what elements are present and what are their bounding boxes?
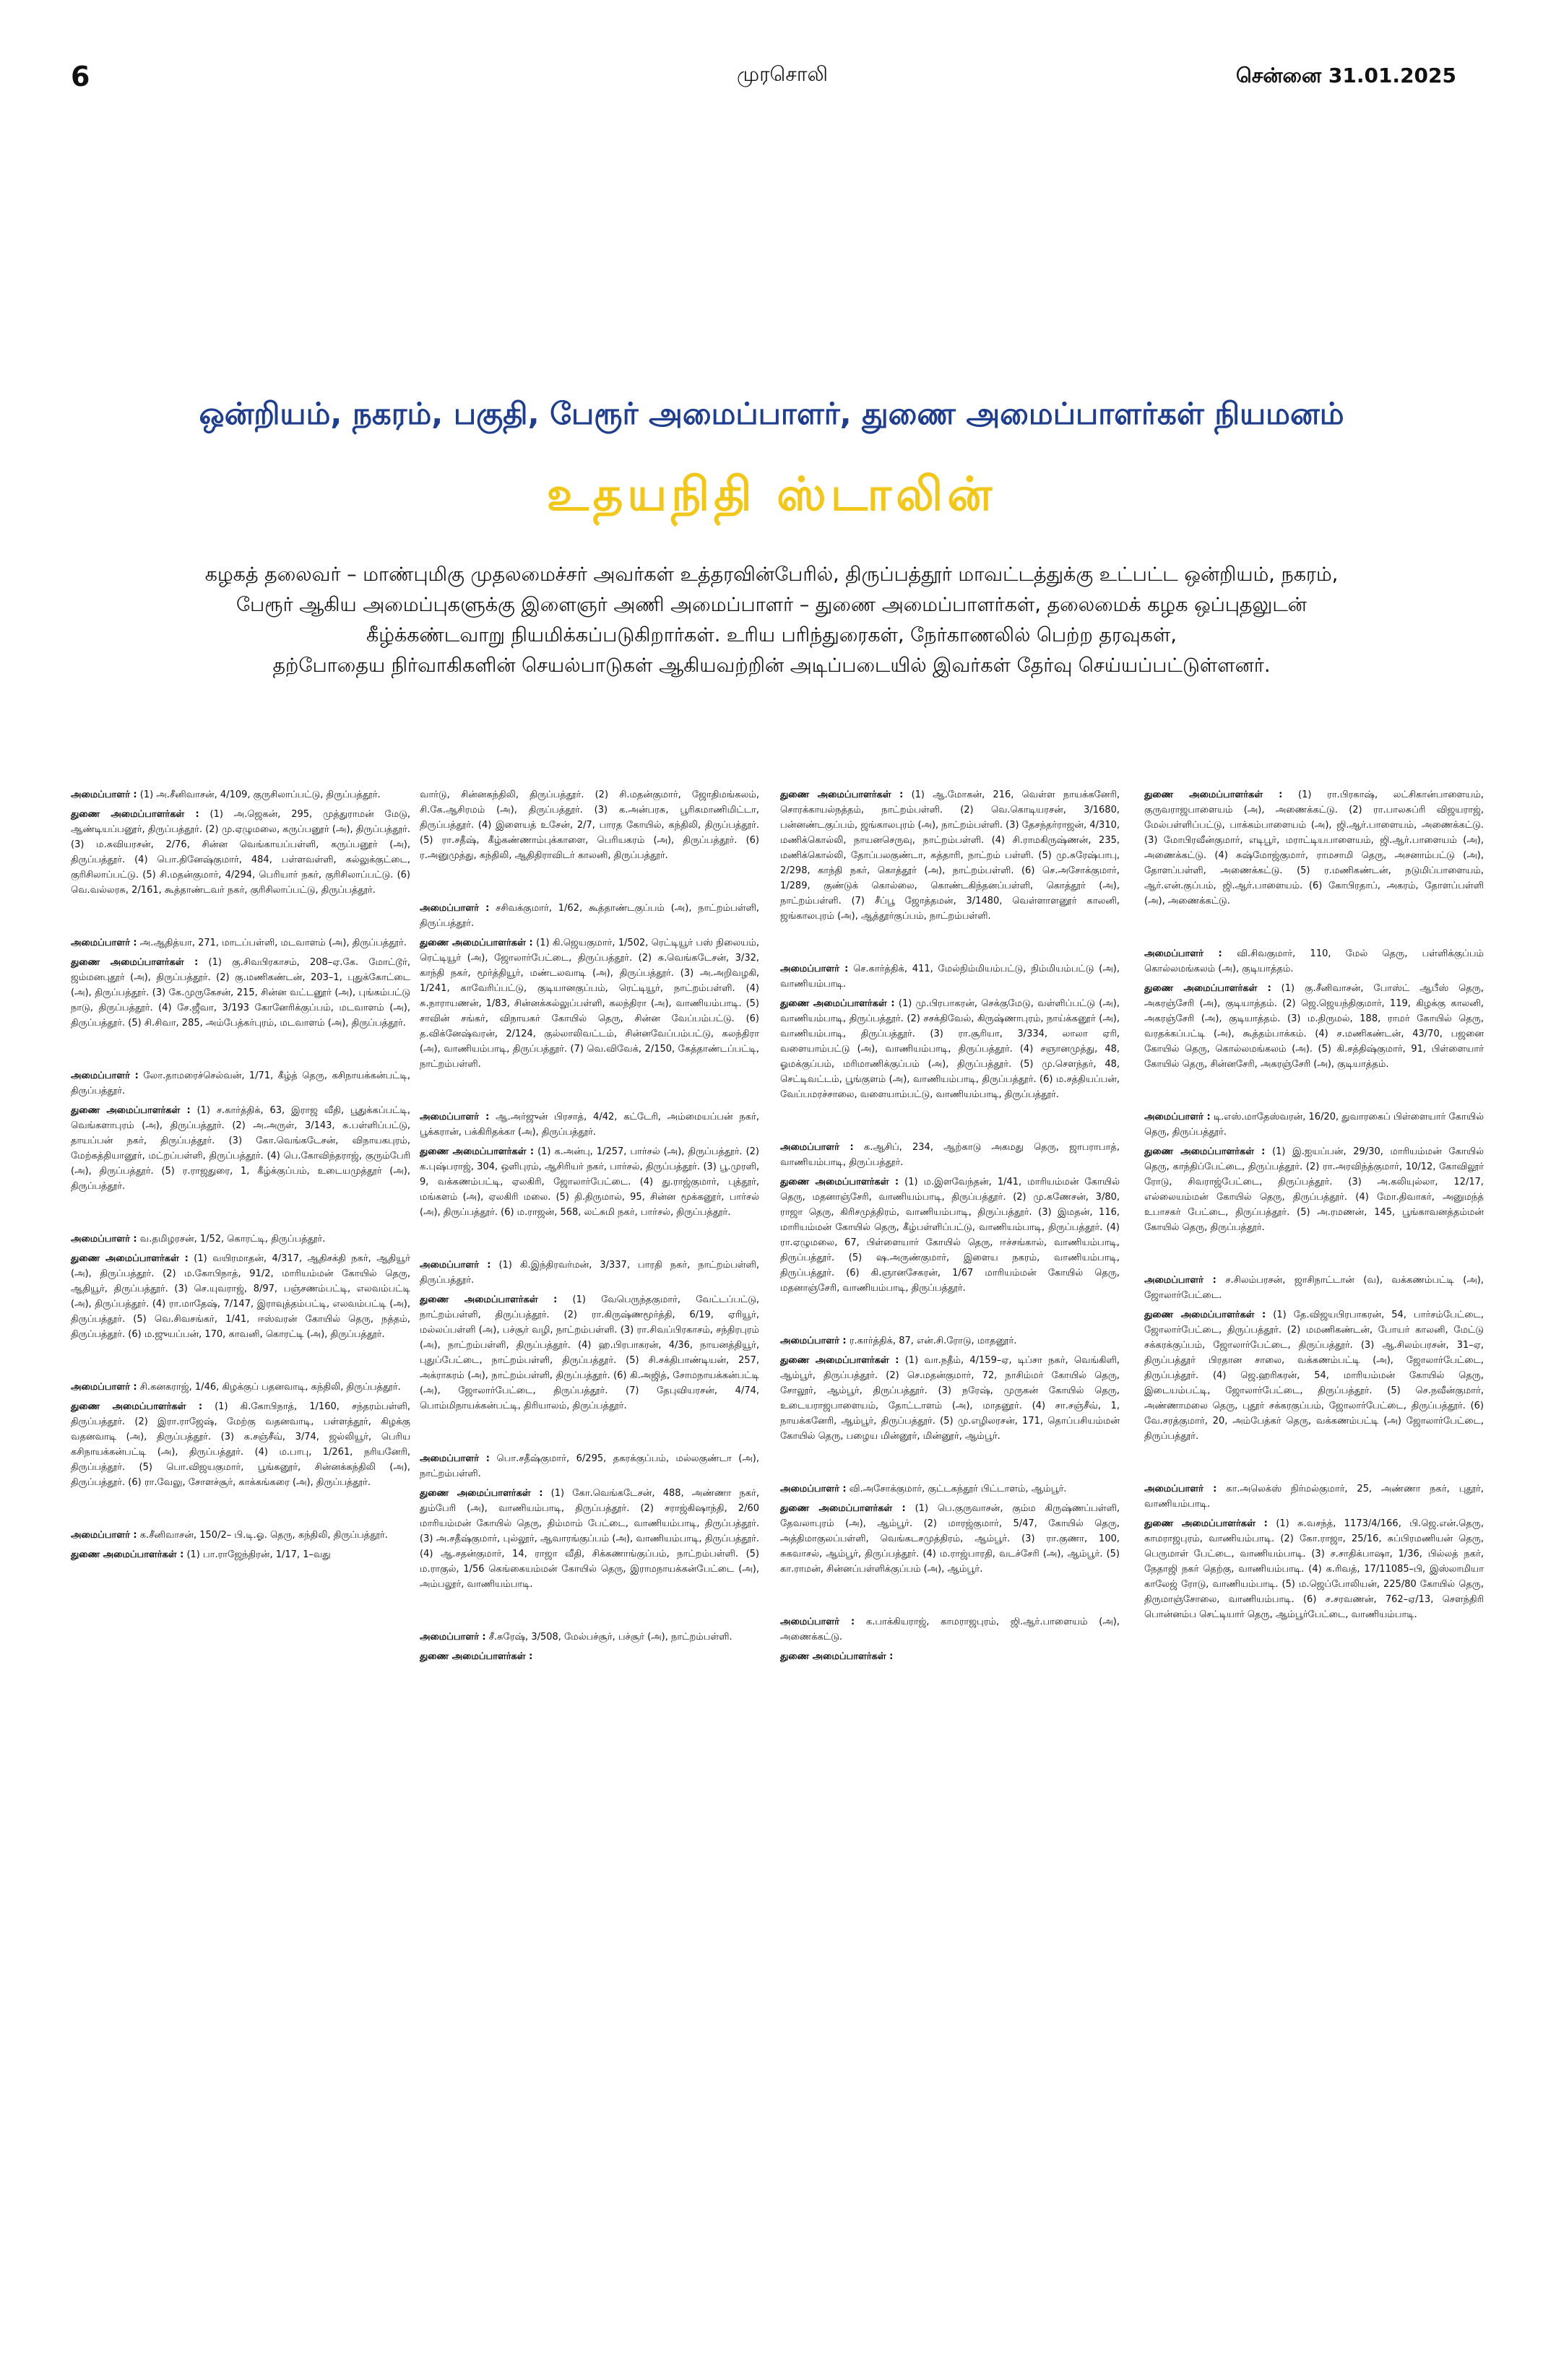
- masthead: [0, 61, 1543, 104]
- organizer-text: அ.ஆதித்யா, 271, மாடப்பள்ளி, மடவாளம் (அ), திருப்பத்தூர்.: [139, 938, 407, 948]
- deputies-label: துணை அமைப்பாளர்கள் :: [780, 998, 895, 1009]
- deputies-label: துணை அமைப்பாளர்கள் :: [420, 1146, 535, 1157]
- organizer-line: [71, 787, 410, 802]
- deputies-label: துணை அமைப்பாளர்கள் :: [420, 1294, 558, 1305]
- deputies-line: [420, 1292, 759, 1414]
- organizer-line: [1144, 1273, 1484, 1303]
- deputies-line: [420, 1144, 759, 1220]
- deputies-label: துணை அமைப்பாளர்கள் :: [420, 938, 533, 948]
- entry-continuation: [420, 787, 759, 863]
- appointment-entry: [420, 787, 759, 863]
- deputies-text: (1) மு.பிரபாகரன், செக்குமேடு, வள்ளிப்பட்டு (அ), வாணியம்பாடி, திருப்பத்தூர். (2) சசக்திவேல், கிருஷ்ணாபுரம், நாய்க்கனூர் (அ), வாணியம்பாடி, திருப்பத்தூர். (3) ரா.சூரியா, 3/334, லாலா ஏரி, வளையாம்பட்டு (அ), வாணியம்பாடி, திருப்பத்தூர். (4) சஞானமுத்து, 48, ஓமக்குப்பம், மரிமாணிக்குப்பம் (அ), திருப்பத்தூர். (5) மு.சௌந்தர், 48, செட்டிவட்டம், பூங்குளம் (அ), வாணியம்பாடி, திருப்பத்தூர். (6) ம.சத்தியப்பன், வேப்பமரச்சாலை, வளையாம்பட்டு, வாணியம்பாடி, திருப்பத்தூர்.: [780, 998, 1120, 1100]
- deputies-line: [420, 1486, 759, 1592]
- organizer-label: அமைப்பாளர் :: [420, 1453, 490, 1464]
- deputies-line: [420, 935, 759, 1072]
- deputies-line: [780, 1501, 1120, 1577]
- appointment-entry: [420, 1451, 759, 1592]
- deputies-line: [1144, 787, 1484, 909]
- deputies-label: துணை அமைப்பாளர்கள் :: [780, 1177, 899, 1187]
- organizer-text: சீ.சுரேஷ், 3/508, மேல்பச்சூர், பச்சூர் (அ), நாட்றம்பள்ளி.: [488, 1632, 732, 1643]
- organizer-label: அமைப்பாளர் :: [780, 1617, 855, 1627]
- deputies-line: [780, 787, 1120, 924]
- deputies-text: (1) பெ.குருவாசன், கும்ம கிருஷ்ணப்பள்ளி, தேவலாபுரம் (அ), ஆம்பூர். (2) மாரஜ்குமார், 5/47, கோயில் தெரு, அத்திமாகுலப்பள்ளி, வெங்கடசமுத்திரம், ஆம்பூர். (3) ரா.குணா, 100, சுகவாசல், ஆம்பூர், திருப்பத்தூர். (4) ம.ராஜ்பாரதி, வடச்சேரி (அ), ஆம்பூர். (5) கா.ராமன், சின்னப்பள்ளிக்குப்பம் (அ), ஆம்பூர்.: [780, 1503, 1120, 1575]
- deputies-label: துணை அமைப்பாளர்கள் :: [71, 1401, 203, 1412]
- appointment-entry: [780, 1614, 1120, 1664]
- deputies-line: [71, 1399, 410, 1490]
- subhead: உதயநிதி ஸ்டாலின்: [546, 468, 997, 522]
- deputies-label: துணை அமைப்பாளர்கள் :: [71, 957, 199, 968]
- organizer-line: [780, 1333, 1120, 1349]
- appointment-entry: [71, 1232, 410, 1342]
- organizer-label: அமைப்பாளர் :: [71, 1382, 137, 1393]
- deputies-text: (1) அ.ஜெகன், 295, முத்துராமன் மேடு, ஆண்டியப்பனூர், திருப்பத்தூர். (2) மு.ஏழுமலை, கருப்பனூர் (அ), திருப்பத்தூர். (3) ம.சுவியரசன், 2/76, சின்ன வெங்காயப்பள்ளி, கருப்பனூர் (அ), திருப்பத்தூர். (4) பொ.தினேஷ்குமார், 484, பள்ளவள்ளி, கல்லுக்குட்டை, குரிசிலாப்பட்டு. (5) சி.மதன்குமார், 4/294, பெரியார் நகர், குரிசிலாப்பட்டு. (6) வெ.வல்லரசு, 2/161, கூத்தாண்டவர் நகர், குரிசிலாப்பட்டு, திருப்பத்தூர்.: [71, 809, 410, 896]
- deputies-line: [71, 807, 410, 898]
- organizer-label: அமைப்பாளர் :: [420, 1632, 486, 1643]
- organizer-text: க.சீனிவாசன், 150/2– பி.டி.ஓ. தெரு, கந்திலி, திருப்பத்தூர்.: [139, 1530, 388, 1541]
- deputies-text: (1) ஆ.மோகன், 216, வெள்ள நாயக்கனேரி, சொரக்காயல்நத்தம், நாட்றம்பள்ளி. (2) வெ.கொடியரசன், 3/1680, பன்னண்டகுப்பம், ஜங்காலபுரம் (அ), நாட்றம்பள்ளி. (3) தேசந்தர்ராஜன், 4/310, மணிக்கொல்லி, நாயனசெருவு, நாட்றம்பள்ளி. (4) சி.ராமகிருஷ்ணன், 235, மணிக்கொல்லி, தோப்பலகுண்டா, கத்தாரி, நாட்றம் பள்ளி. (5) மு.சுரேஷ்பாபு, 2/298, காந்தி நகர், கொத்தூர் (அ), நாட்றம்பள்ளி. (6) செ.அசோக்குமார், 1/289, குண்டுக் கொல்லை, கொண்டகிந்தனப்பள்ளி, கொத்தூர் (அ), நாட்றம்பள்ளி. (7) சீப்பூ ஜோத்தமன், 3/1480, வெள்ளாளனூர் காலனி, ஜங்காலபுரம் (அ), ஆத்தூர்குப்பம், நாட்றம்பள்ளி.: [780, 789, 1120, 922]
- appointment-entry: [420, 1630, 759, 1664]
- intro-line: கீழ்க்கண்டவாறு நியமிக்கப்படுகிறார்கள். உரிய பரிந்துரைகள், நேர்காணலில் பெற்ற தரவுகள்,: [366, 624, 1177, 646]
- organizer-label: அமைப்பாளர் :: [420, 903, 490, 914]
- organizer-label: அமைப்பாளர் :: [71, 1234, 137, 1245]
- organizer-text: (1) அ.சீனிவாசன், 4/109, குருசிலாப்பட்டு, திருப்பத்தூர்.: [139, 789, 381, 800]
- deputies-label: துணை அமைப்பாளர்கள் :: [1144, 1310, 1266, 1320]
- deputies-label: துணை அமைப்பாளர்கள் :: [420, 1651, 533, 1662]
- appointment-entry: [780, 1481, 1120, 1577]
- deputies-label: துணை அமைப்பாளர்கள் :: [780, 789, 904, 800]
- deputies-label: துணை அமைப்பாளர்கள் :: [71, 1105, 191, 1116]
- deputies-text: (1) இ.ஐயப்பன், 29/30, மாரியம்மன் கோயில் தெரு, காந்திப்பேட்டை, திருப்பத்தூர். (2) ரா.அரவிந்த்குமார், 10/12, கோவிலூர் ரோடு, சிவராஜ்பேட்டை, திருப்பத்தூர். (3) அ.கலியுல்லா, 12/17, எல்லையம்மன் கோயில் தெரு, திருப்பத்தூர். (4) மோ.திவாகர், அனுமந்த் உபாசகர் பேட்டை, திருப்பத்தூர். (5) அ.ரமணன், 145, பூங்காவனத்தம்மன் கோயில் தெரு, திருப்பத்தூர்.: [1144, 1146, 1484, 1233]
- organizer-line: [420, 901, 759, 931]
- column-4: [1144, 787, 1484, 2355]
- deputies-label: துணை அமைப்பாளர்கள் :: [780, 1503, 906, 1514]
- deputies-line: [780, 996, 1120, 1102]
- intro-line: பேரூர் ஆகிய அமைப்புகளுக்கு இளைஞர் அணி அமைப்பாளர் – துணை அமைப்பாளர்கள், தலைமைக் கழக ஒப்புதலுடன்: [236, 594, 1307, 616]
- organizer-text: சி.கனகராஜ், 1/46, கிழக்குப் பதனவாடி, கந்திலி, திருப்பத்தூர்.: [139, 1382, 401, 1393]
- deputies-label: துணை அமைப்பாளர்கள் :: [420, 1488, 543, 1499]
- deputies-label: துணை அமைப்பாளர்கள் :: [71, 1253, 189, 1264]
- organizer-label: அமைப்பாளர் :: [1144, 1484, 1217, 1494]
- deputies-label: துணை அமைப்பாளர்கள் :: [780, 1355, 899, 1366]
- intro-line: தற்போதைய நிர்வாகிகளின் செயல்பாடுகள் ஆகியவற்றின் அடிப்படையில் இவர்கள் தேர்வு செய்யப்பட்டுள்ளனர்.: [272, 654, 1271, 677]
- continuation-text: வார்டு, சின்னகந்திலி, திருப்பத்தூர். (2) சி.மதன்குமார், ஜோதிமங்கலம், சி.கே.ஆசிரமம் (அ), திருப்பத்தூர். (3) க.அன்பரசு, பூரிகமாணிமிட்டா, திருப்பத்தூர். (4) இளையத் உசேன், 2/7, பாரத கோயில், கந்திலி, திருப்பத்தூர். (5) ரா.சதீஷ், கீழ்கண்ணாம்புக்காளை, பெரியகரம் (அ), திருப்பத்தூர். (6) ர.அனுமுத்து, கந்திலி, ஆதிதிராவிடர் காலனி, திருப்பத்தூர்.: [420, 789, 759, 861]
- organizer-line: [780, 1614, 1120, 1645]
- deputies-text: (1) வேபெருந்தகுமார், வேட்டப்பட்டு, நாட்றம்பள்ளி, திருப்பத்தூர். (2) ரா.கிருஷ்ணமூர்த்தி, 6/19, ஏரியூர், மல்லப்பள்ளி (அ), பச்சூர் வழி, நாட்றம்பள்ளி. (3) ரா.சிவப்பிரகாசம், சந்திரபுரம் (அ), நாட்றம்பள்ளி, திருப்பத்தூர். (4) ஹ.பிரபாகரன், 4/36, நாயனத்தியூர், புதுப்பேட்டை, நாட்றம்பள்ளி, திருப்பத்தூர். (5) சி.சக்திபாண்டியன், 257, அக்ராகரம் (அ), நாட்றம்பள்ளி, திருப்பத்தூர். (6) கி.அஜித், சோமநாயக்கன்பட்டி (அ), ஜோலார்பேட்டை, திருப்பத்தூர். (7) தேபுவியரசன், 4/74, பொம்மிநாயக்கன்பட்டி, திரியாலம், திருப்பத்தூர்.: [420, 1294, 759, 1411]
- organizer-text: சசிவக்குமார், 1/62, கூத்தாண்டகுப்பம் (அ), நாட்றம்பள்ளி, திருப்பத்தூர்.: [420, 903, 759, 929]
- organizer-line: [420, 1451, 759, 1481]
- deputies-line: [71, 1103, 410, 1194]
- deputies-label: துணை அமைப்பாளர்கள் :: [1144, 1146, 1266, 1157]
- deputies-text: (1) ம.இளவேந்தன், 1/41, மாரியம்மன் கோயில் தெரு, மதனாஞ்சேரி, வாணியம்பாடி, திருப்பத்தூர். (2) மு.கணேசன், 3/80, ராஜா தெரு, கிரிசமுத்திரம், வாணியம்பாடி, திருப்பத்தூர். (3) இமதன், 116, மாரியம்மன் கோயில் தெரு, கீழ்பள்ளிப்பட்டு, வாணியம்பாடி, திருப்பத்தூர். (4) ரா.ஏழுமலை, 67, பிள்ளையார் கோயில் தெரு, ஈச்சங்கால், வாணியம்பாடி, திருப்பத்தூர். (5) ஷ.அருண்குமார், இளைய நகரம், வாணியம்பாடி, திருப்பத்தூர். (6) கி.ஞானசேகரன், 1/67 மாரியம்மன் கோயில் தெரு, மதனாஞ்சேரி, வாணியம்பாடி, திருப்பத்தூர்.: [780, 1177, 1120, 1294]
- organizer-line: [1144, 946, 1484, 977]
- organizer-label: அமைப்பாளர் :: [780, 1484, 847, 1494]
- organizer-text: ர.கார்த்திக், 87, என்.சி.ரோடு, மாதனூர்.: [849, 1336, 1017, 1346]
- organizer-text: க.பாக்கியராஜ், காமராஜபுரம், ஜி.ஆர்.பாளையம் (அ), அணைக்கட்டு.: [780, 1617, 1120, 1643]
- appointment-entry: [1144, 1109, 1484, 1235]
- organizer-line: [71, 935, 410, 951]
- deputies-text: (1) வயிரமாதன், 4/317, ஆதிசக்தி நகர், ஆதியூர் (அ), திருப்பத்தூர். (2) ம.கோபிநாத், 91/2, மாரியம்மன் கோயில் தெரு, ஆதியூர், திருப்பத்தூர். (3) செ.யுவராஜ், 8/97, பஞ்சணம்பட்டி, எலவம்பட்டி (அ), திருப்பத்தூர். (4) ரா.மாதேஷ், 7/147, இராவுத்தம்பட்டி, எலவம்பட்டி (அ), திருப்பத்தூர். (5) வெ.சிவசங்கர், 1/41, ஈஸ்வரன் கோயில் தெரு, நத்தம், திருப்பத்தூர். (6) ம.ஜுயப்பன், 170, காவனி, கொரட்டி (அ), திருப்பத்தூர்.: [71, 1253, 410, 1340]
- deputies-line: [420, 1649, 759, 1664]
- organizer-line: [71, 1232, 410, 1247]
- organizer-line: [71, 1528, 410, 1543]
- organizer-line: [71, 1068, 410, 1099]
- appointment-entry: [1144, 787, 1484, 909]
- appointment-entry: [1144, 1481, 1484, 1622]
- appointment-entry: [71, 935, 410, 1031]
- deputies-line: [1144, 1307, 1484, 1444]
- organizer-label: அமைப்பாளர் :: [71, 1070, 139, 1081]
- organizer-label: அமைப்பாளர் :: [780, 1336, 847, 1346]
- deputies-text: (1) கு.சீனிவாசன், போஸ்ட் ஆபீஸ் தெரு, அகரஞ்சேரி (அ), குடியாத்தம். (2) ஜெ.ஜெயந்திகுமார், 119, கிழக்கு காலனி, அகரஞ்சேரி (அ), குடியாத்தம். (3) ம.திருமல், 188, ராமர் கோயில் தெரு, வரதக்கப்பட்டி (அ), கூத்தம்பாக்கம். (4) ச.மணிகண்டன், 43/70, பஜனை கோயில் தெரு, கொல்லமங்கலம் (அ). (5) கி.சத்திஷ்குமார், 91, பிள்ளையார் கோயில் தெரு, சின்னசேரி, அகரஞ்சேரி (அ), குடியாத்தம்.: [1144, 983, 1484, 1070]
- organizer-text: செ.கார்த்திக், 411, மேல்நிம்மியம்பட்டு, நிம்மியம்பட்டு (அ), வாணியம்பாடி.: [780, 964, 1120, 990]
- organizer-label: அமைப்பாளர் :: [1144, 948, 1222, 959]
- organizer-line: [420, 1630, 759, 1645]
- appointment-entry: [71, 787, 410, 898]
- appointment-entry: [71, 1528, 410, 1562]
- organizer-text: வி.சிவகுமார், 110, மேல் தெரு, பள்ளிக்குப்பம் கொல்லமங்கலம் (அ), குடியாத்தம்.: [1144, 948, 1484, 974]
- organizer-line: [780, 1140, 1120, 1170]
- appointment-entry: [420, 901, 759, 1072]
- issue-date: சென்னை 31.01.2025: [1236, 64, 1456, 87]
- deputies-label: துணை அமைப்பாளர்கள் :: [780, 1651, 894, 1662]
- organizer-line: [71, 1380, 410, 1395]
- organizer-text: டி.எஸ்.மாதேஸ்வரன், 16/20, துவாரகைப் பிள்ளையார் கோயில் தெரு, திருப்பத்தூர்.: [1144, 1112, 1484, 1138]
- organizer-line: [420, 1109, 759, 1140]
- appointment-entry: [780, 787, 1120, 924]
- organizer-text: ச.சிலம்பரசன், ஜாசிநாட்டான் (வ), வக்கணம்பட்டி (அ), ஜோலார்பேட்டை.: [1144, 1275, 1484, 1301]
- organizer-text: க.ஆசிப், 234, ஆற்காடு அகமது தெரு, ஜாபராபாத், வாணியம்பாடி, திருப்பத்தூர்.: [780, 1142, 1120, 1168]
- deputies-line: [1144, 1516, 1484, 1622]
- organizer-text: (1) கி.இந்திரவர்மன், 3/337, பாரதி நகர், நாட்றம்பள்ளி, திருப்பத்தூர்.: [420, 1260, 759, 1286]
- deputies-label: துணை அமைப்பாளர்கள் :: [1144, 789, 1283, 800]
- organizer-label: அமைப்பாளர் :: [420, 1260, 491, 1271]
- column-2: [420, 787, 759, 2355]
- intro-line: கழகத் தலைவர் – மாண்புமிகு முதலமைச்சர் அவர்கள் உத்தரவின்பேரில், திருப்பத்தூர் மாவட்டத்துக்கு உட்பட்ட ஒன்றியம், நகரம்,: [204, 563, 1339, 586]
- deputies-text: (1) க.அன்பு, 1/257, பார்சல் (அ), திருப்பத்தூர். (2) க.புஷ்பராஜ், 304, ஒளிபுரம், ஆசிரியர் நகர், பார்சல், திருப்பத்தூர். (3) பூ.முரளி, 9, வக்கணம்பட்டி, ஏலகிரி, ஜோலார்பேட்டை. (4) து.ராஜ்குமார், புத்தூர், மங்களம் (அ), ஏலகிரி மலை. (5) தி.திருமால், 95, சின்ன மூக்கனூர், பார்சல் (அ), திருப்பத்தூர். (6) ம.ராஜன், 568, லட்சுமி நகர், பார்சல், திருப்பத்தூர்.: [420, 1146, 759, 1218]
- organizer-label: அமைப்பாளர் :: [71, 1530, 137, 1541]
- deputies-label: துணை அமைப்பாளர்கள் :: [1144, 1518, 1268, 1529]
- appointment-entry: [1144, 1273, 1484, 1444]
- organizer-text: லோ.தாமரைச்செல்வன், 1/71, கீழ்த் தெரு, கசிநாயக்கன்பட்டி, திருப்பத்தூர்.: [71, 1070, 410, 1096]
- organizer-text: கா.அலெக்ஸ் நிர்மல்குமார், 25, அண்ணா நகர், புதூர், வாணியம்பாடி.: [1144, 1484, 1484, 1510]
- organizer-label: அமைப்பாளர் :: [1144, 1112, 1211, 1122]
- organizer-line: [420, 1258, 759, 1288]
- column-3: [780, 787, 1120, 2355]
- page-number: 6: [71, 61, 90, 92]
- deputies-line: [1144, 1144, 1484, 1235]
- deputies-text: (1) பா.ராஜேந்திரன், 1/17, 1–வது: [186, 1549, 331, 1560]
- deputies-line: [71, 1547, 410, 1562]
- organizer-line: [1144, 1109, 1484, 1140]
- deputies-label: துணை அமைப்பாளர்கள் :: [71, 809, 199, 820]
- deputies-text: (1) சு.வசந்த், 1173/4/166, பி.ஜெ.என்.தெரு, காமராஜபுரம், வாணியம்பாடி. (2) கோ.ராஜா, 25/16, சுப்பிரமணியன் தெரு, பெருமாள் பேட்டை, வாணியம்பாடி. (3) ச.சாதிக்பாஷா, 1/36, பில்லத் நகர், நேதாஜி நகர் தெற்கு, வாணியம்பாடி. (4) க.ரிவத், 17/11085–பி, இஸ்லாமியா காலேஜ் ரோடு, வாணியம்பாடி. (5) ம.ஜெப்போலியன், 225/80 கோயில் தெரு, திருமாஞ்சோலை, வாணியம்பாடி. (6) ச.சரவணன், 762–ஏ/13, சௌந்திரி பொன்னம்ப செட்டியார் தெரு, ஆம்பூர்பேட்டை, வாணியம்பாடி.: [1144, 1518, 1484, 1620]
- deputies-line: [780, 1174, 1120, 1296]
- appointment-entry: [1144, 946, 1484, 1072]
- organizer-text: வி.அசோக்குமார், குட்டகந்தூர் பிட்டாளம், ஆம்பூர்.: [849, 1484, 1067, 1494]
- deputies-text: (1) வா.நதீம், 4/159–ஏ, டிப்சா நகர், வெங்கிளி, ஆம்பூர், திருப்பத்தூர். (2) செ.மதன்குமார், 72, நாசிம்மர் கோயில் தெரு, சோலூர், ஆம்பூர், திருப்பத்தூர். (3) நரேஷ், முருகன் கோயில் தெரு, உடையராஜபாளையம், தோட்டாளம் (அ), மாதனூர். (4) சா.சஞ்சீவ், 1, நாயக்கனேரி, ஆம்பூர், திருப்பத்தூர். (5) மு.எழிலரசன், 171, தொப்பசியம்மன் கோயில் தெரு, பழைய மின்னூர், மின்னூர், ஆம்பூர்.: [780, 1355, 1120, 1442]
- paper-name: முரசொலி: [737, 62, 828, 86]
- appointment-entry: [780, 1333, 1120, 1444]
- column-1: [71, 787, 410, 2355]
- headline: ஒன்றியம், நகரம், பகுதி, பேரூர் அமைப்பாளர், துணை அமைப்பாளர்கள் நியமனம்: [199, 396, 1344, 431]
- organizer-label: அமைப்பாளர் :: [71, 938, 137, 948]
- deputies-text: (1) கி.கோபிநாத், 1/160, சந்தரம்பள்ளி, திருப்பத்தூர். (2) இரா.ராஜேஷ், மேற்கு வதனவாடி, பள்ளத்தூர், கிழக்கு வதனவாடி (அ), திருப்பத்தூர். (3) க.சஞ்சீவ், 3/74, ஜல்லியூர், பெரிய கசிநாயக்கன்பட்டி (அ), திருப்பத்தூர். (4) ம.பாபு, 1/261, நரியனேரி, திருப்பத்தூர். (5) பொ.விஜயகுமார், பூங்கனூர், சின்னக்கந்திலி (அ), திருப்பத்தூர். (6) ரா.வேலு, சோளச்சூர், காக்கங்கரை (அ), திருப்பத்தூர்.: [71, 1401, 410, 1488]
- deputies-text: (1) ச.கார்த்திக், 63, இராஜ வீதி, பூதுக்கப்பட்டி, வெங்களாபுரம் (அ), திருப்பத்தூர். (2) அ.அருள், 3/143, சு.பள்ளிப்பட்டு, தாயப்பன் நகர், திருப்பத்தூர். (3) கோ.வெங்கடேசன், விநாயகபுரம், மேற்கத்தியானூர், மட்றப்பள்ளி, திருப்பத்தூர். (4) பெ.கோவிந்தராஜ், குரும்பேரி (அ), திருப்பத்தூர். (5) ர.ராஜதுரை, 1, கீழ்க்குப்பம், உடையமுத்தூர் (அ), திருப்பத்தூர்.: [71, 1105, 410, 1192]
- deputies-line: [1144, 981, 1484, 1072]
- organizer-label: அமைப்பாளர் :: [780, 1142, 854, 1153]
- organizer-line: [780, 1481, 1120, 1497]
- organizer-label: அமைப்பாளர் :: [780, 964, 849, 974]
- appointment-entry: [780, 961, 1120, 1102]
- deputies-text: (1) ரா.பிரகாஷ், லட்சிகான்பாளையம், குருவராஜபாளையம் (அ), அணைக்கட்டு. (2) ரா.பாலசுப்ரி விஜயராஜ், மேல்பள்ளிப்பட்டு, பாக்கம்பாளையம் (அ), ஜி.ஆர்.பாளையம், அணைக்கட்டு. (3) மோபிரவீன்குமார், எடிபூர், மராட்டியபாளையம், ஜி.ஆர்.பாளையம் (அ), அணைக்கட்டு. (4) சுஷ்மோஜ்குமார், ராமசாமி தெரு, அசனாம்பட்டு (அ), தோளப்பள்ளி, அணைக்கட்டு. (5) ர.மணிகண்டன், நடுமிப்பாளையம், ஆர்.என்.குப்பம், ஜி.ஆர்.பாளையம். (6) கோபிரதாப், அகரம், தோளப்பள்ளி (அ), அணைக்கட்டு.: [1144, 789, 1484, 906]
- organizer-label: அமைப்பாளர் :: [1144, 1275, 1216, 1286]
- organizer-label: அமைப்பாளர் :: [71, 789, 137, 800]
- organizer-line: [780, 961, 1120, 992]
- deputies-text: (1) கி.ஜெயகுமார், 1/502, ரெட்டியூர் பஸ் நிலையம், ரெட்டியூர் (அ), ஜோலார்பேட்டை, திருப்பத்தூர். (2) சு.வெங்கடேசன், 3/32, காந்தி நகர், மூர்த்தியூர், மண்டலவாடி (அ), திருப்பத்தூர். (3) அ.அறிவழகி, 1/241, காவேரிப்பட்டு, குடியானகுப்பம், ரெட்டியூர், நாட்றம்பள்ளி. (4) சு.நாராயணன், 1/83, சின்னக்கல்லுப்பள்ளி, கலந்திரா (அ), வாணியம்பாடி. (5) சாவின் சங்கர், விநாயகர் கோயில் தெரு, சின்ன வேப்பம்பட்டு. (6) த.விக்னேஷ்வரன், 2/124, குல்லாலிவட்டம், சின்னவேப்பம்பட்டு, கலந்திரா (அ), வாணியம்பாடி, திருப்பத்தூர். (7) வெ.விவேக், 2/150, கேத்தாண்டப்பட்டி, நாட்றம்பள்ளி.: [420, 938, 759, 1070]
- deputies-text: (1) கோ.வெங்கடேசன், 488, அண்ணா நகர், தும்பேரி (அ), வாணியம்பாடி, திருப்பத்தூர். (2) சராஜ்கிஷாந்தி, 2/60 மாரியம்மன் கோயில் தெரு, திம்மாம் பேட்டை, வாணியம்பாடி, திருப்பத்தூர். (3) அ.சதீஷ்குமார், புல்லூர், ஆவாரங்குப்பம் (அ), வாணியம்பாடி, திருப்பத்தூர். (4) ஆ.சதன்குமார், 14, ராஜா வீதி, சிக்கணாங்குப்பம், நாட்றம்பள்ளி. (5) ம.ராகுல், 1/56 கெங்கையம்மன் கோயில் தெரு, இராமநாயக்கன்பேட்டை (அ), அம்பலூர், வாணியம்பாடி.: [420, 1488, 759, 1590]
- intro-paragraph: [108, 560, 1435, 681]
- appointment-entry: [420, 1109, 759, 1220]
- organizer-line: [1144, 1481, 1484, 1512]
- deputies-label: துணை அமைப்பாளர்கள் :: [1144, 983, 1271, 994]
- appointment-entry: [71, 1380, 410, 1490]
- deputies-line: [780, 1649, 1120, 1664]
- organizer-label: அமைப்பாளர் :: [420, 1112, 490, 1122]
- organizer-text: பொ.சதீஷ்குமார், 6/295, தகரக்குப்பம், மல்லகுண்டா (அ), நாட்றம்பள்ளி.: [420, 1453, 759, 1479]
- deputies-line: [71, 1251, 410, 1342]
- appointment-entry: [71, 1068, 410, 1194]
- deputies-line: [780, 1353, 1120, 1444]
- organizer-text: ஆ.அர்ஜுன் பிரசாத், 4/42, கட்டேரி, அம்மையப்பன் நகர், பூக்கரான், பக்கிரிதக்கா (அ), திருப்பத்தூர்.: [420, 1112, 759, 1138]
- deputies-line: [71, 955, 410, 1031]
- appointment-entry: [420, 1258, 759, 1414]
- deputies-text: (1) கு.சிவபிரகாசம், 208–ஏ.கே. மோட்டூர், ஜம்மனபுதூர் (அ), திருப்பத்தூர். (2) கு.மணிகண்டன், 203–1, புதுக்கோட்டை (அ), திருப்பத்தூர். (3) கே.முருகேசன், 215, சின்ன வட்டனூர் (அ), புங்கம்பட்டு நாடு, திருப்பத்தூர். (4) சே.ஜீவா, 3/193 கோனேரிக்குப்பம், மடவாளம் (அ), திருப்பத்தூர். (5) சி.சிவா, 285, அம்பேத்கர்புரம், மடவாளம் (அ), திருப்பத்தூர்.: [71, 957, 410, 1029]
- organizer-text: வ.தமிழரசன், 1/52, கொரட்டி, திருப்பத்தூர்.: [139, 1234, 326, 1245]
- appointment-entry: [780, 1140, 1120, 1296]
- deputies-text: (1) தே.விஜயபிரபாகரன், 54, பார்சம்பேட்டை, ஜோலார்பேட்டை, திருப்பத்தூர். (2) மமணிகண்டன், போயர் காலனி, மேட்டு சக்கரக்குப்பம், ஜோலார்பேட்டை, திருப்பத்தூர். (3) ஆ.சிலம்பரசன், 31–ஏ, திருப்பத்தூர் பிரதான சாலை, வக்கணம்பட்டி (அ), ஜோலார்பேட்டை, திருப்பத்தூர். (4) ஜெ.ஹரிகரன், 54, மாரியம்மன் கோயில் தெரு, இடையம்பட்டி, ஜோலார்பேட்டை, திருப்பத்தூர். (5) செ.நவீன்குமார், அண்ணாமலை தெரு, புதூர் சக்கரகுப்பம், ஜோலார்பேட்டை, திருப்பத்தூர். (6) வே.சரத்குமார், 20, அம்பேத்கர் தெரு, வக்கணம்பட்டி (அ) ஜோலார்பேட்டை, திருப்பத்தூர்.: [1144, 1310, 1484, 1442]
- deputies-label: துணை அமைப்பாளர்கள் :: [71, 1549, 184, 1560]
